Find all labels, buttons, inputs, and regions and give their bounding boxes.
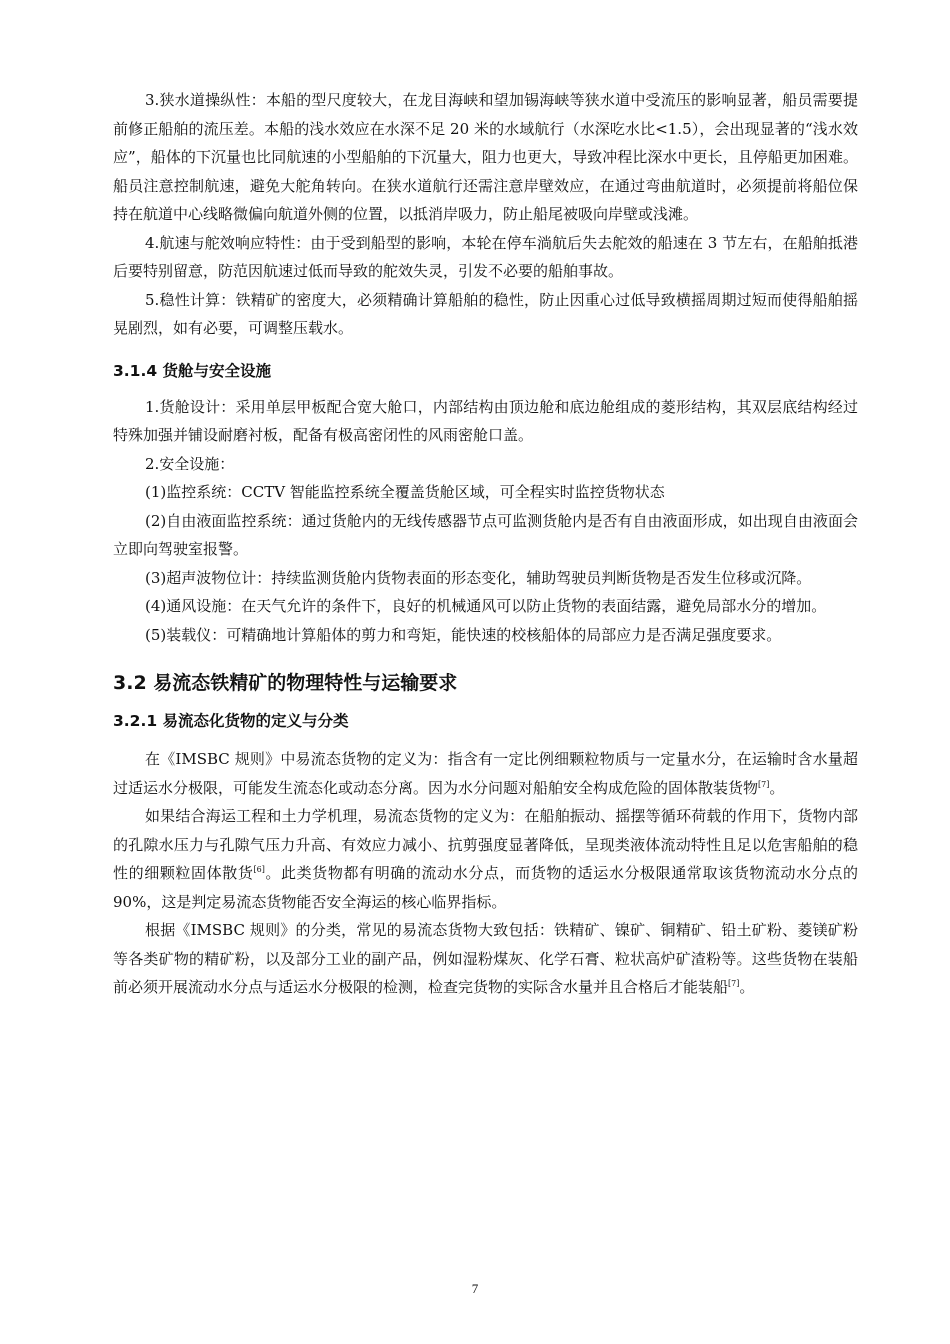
list-item-ultrasonic: (3)超声波物位计：持续监测货舱内货物表面的形态变化，辅助驾驶员判断货物是否发生位移或沉降。: [145, 568, 812, 587]
paragraph-narrow-channel: 3.狭水道操纵性：本船的型尺度较大，在龙目海峡和望加锡海峡等狭水道中受流压的影响显著，船员需要提前修正船舶的流压差。本船的浅水效应在水深不足 20 米的水域航行（水深吃水比<1.5），会出现显著的“浅水效应”，船体的下沉量也比同航速的小型船舶的下沉量大，阻力也更大，导致冲程比深水中更长，且停船更加困难。船员注意控制航速，避免大舵角转向。在狭水道航行还需注意岸壁效应，在通过弯曲航道时，必须提前将船位保持在航道中心线略微偏向航道外侧的位置，以抵消岸吸力，防止船尾被吸向岸壁或浅滩。: [113, 91, 858, 223]
citation-ref: [6]: [253, 865, 265, 874]
list-item-loading-computer: (5)装载仪：可精确地计算船体的剪力和弯矩，能快速的校核船体的局部应力是否满足强度要求。: [145, 625, 782, 644]
heading-3-2: 3.2 易流态铁精矿的物理特性与运输要求: [113, 672, 458, 694]
paragraph-classification: 根据《IMSBC 规则》的分类，常见的易流态货物大致包括：铁精矿、镍矿、铜精矿、铅土矿粉、菱镁矿粉等各类矿物的精矿粉，以及部分工业的副产品，例如湿粉煤灰、化学石膏、粒状高炉矿渣粉等。这些货物在装船前必须开展流动水分点与适运水分极限的检测，检查完货物的实际含水量并且合格后才能装船[7]。: [113, 921, 858, 996]
paragraph-speed-rudder: 4.航速与舵效响应特性：由于受到船型的影响，本轮在停车淌航后失去舵效的船速在 3 节左右，在船舶抵港后要特别留意，防范因航速过低而导致的舵效失灵，引发不必要的船舶事故。: [113, 233, 858, 280]
citation-ref: [7]: [758, 779, 770, 789]
heading-3-2-1: 3.2.1 易流态化货物的定义与分类: [113, 712, 349, 730]
paragraph-stability: 5.稳性计算：铁精矿的密度大，必须精确计算船舶的稳性，防止因重心过低导致横摇周期过短而使得船舶摇晃剧烈，如有必要，可调整压载水。: [113, 290, 858, 337]
citation-ref: [7]: [728, 979, 740, 988]
paragraph-safety-facilities: 2.安全设施：: [145, 454, 235, 473]
paragraph-soil-mechanics-definition: 如果结合海运工程和土力学机理，易流态货物的定义为：在船舶振动、摇摆等循环荷载的作用下，货物内部的孔隙水压力与孔隙气压力升高、有效应力减小、抗剪强度显著降低，呈现类液体流动特性且足以危害船舶的稳性的细颗粒固体散货[6]。此类货物都有明确的流动水分点，而货物的适运水分极限通常取该货物流动水分点的 90%，这是判定易流态货物能否安全海运的核心临界指标。: [113, 807, 858, 911]
page-number: 7: [471, 1281, 479, 1296]
paragraph-imsbc-definition: 在《IMSBC 规则》中易流态货物的定义为：指含有一定比例细颗粒物质与一定量水分，在运输时含水量超过适运水分极限，可能发生流态化或动态分离。因为水分问题对船舶安全构成危险的固体散装货物[7]。: [113, 750, 858, 797]
list-item-cctv: (1)监控系统：CCTV 智能监控系统全覆盖货舱区域，可全程实时监控货物状态: [145, 483, 665, 501]
heading-3-1-4: 3.1.4 货舱与安全设施: [113, 361, 272, 380]
page-content: [113, 86, 858, 1002]
paragraph-hold-design: 1.货舱设计：采用单层甲板配合宽大舱口，内部结构由顶边舱和底边舱组成的菱形结构，其双层底结构经过特殊加强并铺设耐磨衬板，配备有极高密闭性的风雨密舱口盖。: [113, 397, 858, 444]
list-item-ventilation: (4)通风设施：在天气允许的条件下，良好的机械通风可以防止货物的表面结露，避免局部水分的增加。: [145, 597, 827, 615]
list-item-free-surface: (2)自由液面监控系统：通过货舱内的无线传感器节点可监测货舱内是否有自由液面形成，如出现自由液面会立即向驾驶室报警。: [113, 511, 858, 558]
